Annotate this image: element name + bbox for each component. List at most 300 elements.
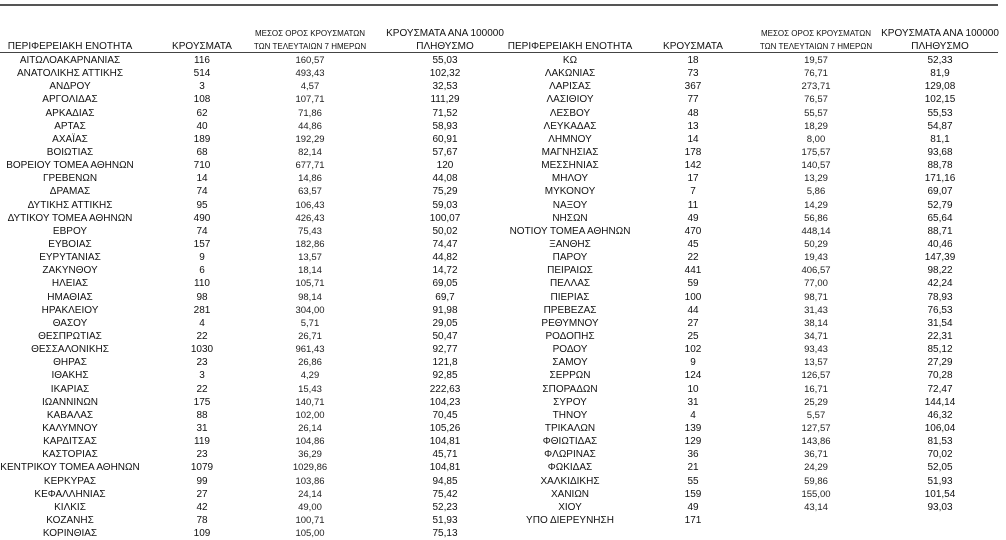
table-row xyxy=(0,93,956,106)
per100k-cell: 69,05 xyxy=(432,278,458,290)
region-cell: ΓΡΕΒΕΝΩΝ xyxy=(42,173,98,185)
region-cell: ΡΕΘΥΜΝΟΥ xyxy=(541,317,599,329)
per100k-cell: 70,45 xyxy=(432,409,458,421)
per100k-cell: 52,33 xyxy=(927,55,953,66)
per100k-cell: 94,85 xyxy=(432,475,458,487)
region-cell: ΣΠΟΡΑΔΩΝ xyxy=(542,383,598,395)
table-row xyxy=(0,146,953,159)
header-underline xyxy=(0,52,998,53)
header-cases-right: ΚΡΟΥΣΜΑΤΑ xyxy=(663,41,723,52)
cases-cell: 139 xyxy=(684,422,702,434)
avg-cell: 77,00 xyxy=(804,278,828,290)
avg-cell: 26,14 xyxy=(298,422,322,434)
table-row xyxy=(0,501,953,514)
per100k-cell: 14,72 xyxy=(432,265,458,277)
cases-cell: 6 xyxy=(199,265,205,277)
region-cell: ΚΟΡΙΝΘΙΑΣ xyxy=(42,528,98,540)
avg-cell: 126,57 xyxy=(801,370,831,382)
cases-cell: 157 xyxy=(193,238,211,250)
table-row xyxy=(0,330,953,343)
region-cell: ΛΕΣΒΟΥ xyxy=(549,107,591,119)
cases-cell: 14 xyxy=(196,173,208,185)
cases-cell: 40 xyxy=(196,120,208,132)
cases-cell: 10 xyxy=(687,383,699,395)
cases-cell: 73 xyxy=(687,68,699,80)
header-per100k-line1: ΚΡΟΥΣΜΑΤΑ ΑΝΑ 100000 xyxy=(386,28,504,39)
header-avg-line2-right: ΤΩΝ ΤΕΛΕΥΤΑΙΩΝ 7 ΗΜΕΡΩΝ xyxy=(759,42,873,51)
cases-cell: 49 xyxy=(687,501,699,513)
avg-cell: 76,57 xyxy=(804,94,828,106)
avg-cell: 143,86 xyxy=(801,436,831,448)
per100k-cell: 74,47 xyxy=(432,238,458,250)
avg-cell: 273,71 xyxy=(801,81,831,93)
region-cell: ΣΑΜΟΥ xyxy=(552,357,588,369)
region-cell: ΘΑΣΟΥ xyxy=(52,317,88,329)
per100k-cell: 105,26 xyxy=(429,422,461,434)
avg-cell: 16,71 xyxy=(804,383,828,395)
region-cell: ΒΟΡΕΙΟΥ ΤΟΜΕΑ ΑΘΗΝΩΝ xyxy=(6,160,134,172)
region-cell: ΙΘΑΚΗΣ xyxy=(51,370,89,382)
cases-cell: 119 xyxy=(194,436,210,448)
region-cell: ΗΛΕΙΑΣ xyxy=(51,278,89,290)
cases-cell: 4 xyxy=(690,409,696,421)
region-cell: ΡΟΔΟΥ xyxy=(552,344,588,356)
region-cell: ΔΡΑΜΑΣ xyxy=(49,186,91,198)
per100k-cell: 93,03 xyxy=(927,501,953,513)
avg-cell: 24,14 xyxy=(298,488,322,500)
region-cell: ΘΕΣΠΡΩΤΙΑΣ xyxy=(38,330,102,342)
table-row xyxy=(0,422,956,435)
region-cell: ΝΗΣΩΝ xyxy=(552,212,588,224)
cases-cell: 95 xyxy=(196,199,208,211)
per100k-cell: 65,64 xyxy=(927,212,953,224)
per100k-cell: 71,52 xyxy=(432,107,458,119)
region-cell: ΜΑΓΝΗΣΙΑΣ xyxy=(541,146,599,158)
region-cell: ΠΕΙΡΑΙΩΣ xyxy=(547,265,593,277)
table-row xyxy=(0,133,950,146)
avg-cell: 426,43 xyxy=(295,212,325,224)
region-cell: ΑΝΑΤΟΛΙΚΗΣ ΑΤΤΙΚΗΣ xyxy=(16,68,124,80)
region-cell: ΝΟΤΙΟΥ ΤΟΜΕΑ ΑΘΗΝΩΝ xyxy=(509,225,631,237)
per100k-cell: 171,16 xyxy=(924,173,956,185)
region-cell: ΠΕΛΛΑΣ xyxy=(549,278,591,290)
region-cell: ΑΝΔΡΟΥ xyxy=(49,81,91,93)
avg-cell: 59,86 xyxy=(804,475,828,487)
region-cell: ΛΗΜΝΟΥ xyxy=(548,133,592,145)
per100k-cell: 32,53 xyxy=(432,81,458,93)
region-cell: ΠΑΡΟΥ xyxy=(552,252,588,264)
right-table-body xyxy=(0,54,956,527)
table-row xyxy=(0,383,953,396)
region-cell: ΗΜΑΘΙΑΣ xyxy=(47,291,93,303)
header-region-right: ΠΕΡΙΦΕΡΕΙΑΚΗ ΕΝΟΤΗΤΑ xyxy=(507,41,633,52)
cases-cell: 48 xyxy=(687,107,699,119)
avg-cell: 13,29 xyxy=(804,173,828,185)
table-row xyxy=(0,356,953,369)
cases-cell: 490 xyxy=(193,212,211,224)
cases-cell: 3 xyxy=(199,370,205,382)
table-row xyxy=(0,185,953,198)
per100k-cell: 93,68 xyxy=(927,146,953,158)
avg-cell: 36,71 xyxy=(804,449,828,461)
region-cell: ΚΕΝΤΡΙΚΟΥ ΤΟΜΕΑ ΑΘΗΝΩΝ xyxy=(0,462,140,474)
per100k-cell: 106,04 xyxy=(924,422,956,434)
table-row xyxy=(0,212,953,225)
table-row xyxy=(0,409,953,422)
per100k-cell: 222,63 xyxy=(429,383,461,395)
per100k-cell: 69,7 xyxy=(435,291,455,303)
avg-cell: 102,00 xyxy=(295,409,325,421)
avg-cell: 36,29 xyxy=(298,449,322,461)
per100k-cell: 91,98 xyxy=(432,304,458,316)
table-row xyxy=(0,120,953,133)
cases-cell: 13 xyxy=(687,120,699,132)
avg-cell: 76,71 xyxy=(804,68,828,80)
avg-cell: 105,71 xyxy=(295,278,325,290)
avg-cell: 98,71 xyxy=(804,291,828,303)
region-cell: ΜΥΚΟΝΟΥ xyxy=(544,186,596,198)
table-row xyxy=(0,264,953,277)
per100k-cell: 70,02 xyxy=(927,449,953,461)
avg-cell: 5,57 xyxy=(806,409,826,421)
region-cell: ΕΥΒΟΙΑΣ xyxy=(48,238,92,250)
cases-cell: 124 xyxy=(684,370,702,382)
per100k-cell: 22,31 xyxy=(927,330,953,342)
cases-cell: 78 xyxy=(196,514,208,526)
per100k-cell: 81,1 xyxy=(930,133,950,145)
avg-cell: 140,57 xyxy=(801,160,831,172)
cases-cell: 42 xyxy=(196,501,208,513)
per100k-cell: 88,71 xyxy=(927,225,953,237)
per100k-cell: 111,29 xyxy=(430,94,460,106)
cases-cell: 1030 xyxy=(190,344,214,356)
cases-cell: 110 xyxy=(194,278,210,290)
avg-cell: 13,57 xyxy=(804,357,828,369)
cases-cell: 88 xyxy=(196,409,208,421)
table-row xyxy=(0,527,503,540)
region-cell: ΤΡΙΚΑΛΩΝ xyxy=(544,422,596,434)
avg-cell: 100,71 xyxy=(295,514,325,526)
avg-cell: 82,14 xyxy=(298,146,322,158)
table-row xyxy=(0,80,956,93)
per100k-cell: 88,78 xyxy=(927,160,953,172)
per100k-cell: 75,42 xyxy=(432,488,458,500)
cases-cell: 129 xyxy=(684,436,702,448)
per100k-cell: 78,93 xyxy=(927,291,953,303)
cases-cell: 11 xyxy=(687,199,699,211)
per100k-cell: 81,9 xyxy=(930,68,950,80)
per100k-cell: 44,82 xyxy=(432,252,458,264)
per100k-cell: 42,24 xyxy=(927,278,953,290)
avg-cell: 192,29 xyxy=(295,133,325,145)
region-cell: ΛΑΣΙΘΙΟΥ xyxy=(546,94,594,106)
cases-cell: 108 xyxy=(193,94,211,106)
avg-cell: 175,57 xyxy=(801,146,831,158)
region-cell: ΤΗΝΟΥ xyxy=(552,409,588,421)
per100k-cell: 60,91 xyxy=(432,133,458,145)
cases-cell: 49 xyxy=(687,212,699,224)
cases-cell: 62 xyxy=(196,107,208,119)
region-cell: ΧΑΛΚΙΔΙΚΗΣ xyxy=(540,475,600,487)
per100k-cell: 54,87 xyxy=(927,120,953,132)
region-cell: ΙΩΑΝΝΙΝΩΝ xyxy=(41,396,99,408)
avg-cell: 93,43 xyxy=(804,344,828,356)
region-cell: ΚΑΣΤΟΡΙΑΣ xyxy=(42,449,98,461)
cases-cell: 9 xyxy=(690,357,696,369)
header-per100k-line2-right: ΠΛΗΘΥΣΜΟ xyxy=(911,41,969,52)
region-cell: ΜΗΛΟΥ xyxy=(551,173,589,185)
region-cell: ΡΟΔΟΠΗΣ xyxy=(545,330,595,342)
per100k-cell: 69,07 xyxy=(927,186,953,198)
per100k-cell: 51,93 xyxy=(927,475,953,487)
per100k-cell: 92,77 xyxy=(432,344,458,356)
cases-cell: 3 xyxy=(199,81,205,93)
region-cell: ΠΙΕΡΙΑΣ xyxy=(550,291,590,303)
cases-cell: 14 xyxy=(687,133,699,145)
avg-cell: 105,00 xyxy=(295,528,325,540)
cases-cell: 98 xyxy=(196,291,208,303)
per100k-cell: 101,54 xyxy=(924,488,956,500)
avg-cell: 98,14 xyxy=(298,291,322,303)
avg-cell: 43,14 xyxy=(804,501,828,513)
region-cell: ΑΡΓΟΛΙΔΑΣ xyxy=(42,94,98,106)
region-cell: ΦΩΚΙΔΑΣ xyxy=(547,462,593,474)
per100k-cell: 129,08 xyxy=(924,81,956,93)
region-cell: ΕΒΡΟΥ xyxy=(52,225,88,237)
per100k-cell: 75,29 xyxy=(432,186,458,198)
cases-cell: 22 xyxy=(687,252,699,264)
region-cell: ΒΟΙΩΤΙΑΣ xyxy=(46,146,94,158)
cases-cell: 55 xyxy=(687,475,699,487)
avg-cell: 34,71 xyxy=(804,330,828,342)
avg-cell: 50,29 xyxy=(804,238,828,250)
region-cell: ΠΡΕΒΕΖΑΣ xyxy=(543,304,597,316)
header-avg-line1-right: ΜΕΣΟΣ ΟΡΟΣ ΚΡΟΥΣΜΑΤΩΝ xyxy=(760,29,872,38)
header-per100k-line2: ΠΛΗΘΥΣΜΟ xyxy=(416,41,474,52)
cases-cell: 281 xyxy=(193,304,211,316)
cases-cell: 25 xyxy=(687,330,699,342)
per100k-cell: 70,28 xyxy=(927,370,953,382)
table-row xyxy=(0,396,956,409)
avg-cell: 63,57 xyxy=(298,186,322,198)
per100k-cell: 55,53 xyxy=(927,107,953,119)
cases-cell: 18 xyxy=(687,55,699,66)
cases-cell: 74 xyxy=(196,186,208,198)
avg-cell: 5,71 xyxy=(300,317,320,329)
avg-cell: 103,86 xyxy=(295,475,325,487)
cases-cell: 102 xyxy=(684,344,702,356)
region-cell: ΛΕΥΚΑΔΑΣ xyxy=(543,120,597,132)
avg-cell: 448,14 xyxy=(801,225,831,237)
region-cell: ΚΟΖΑΝΗΣ xyxy=(46,514,94,526)
table-row xyxy=(0,304,953,317)
region-cell: ΚΕΡΚΥΡΑΣ xyxy=(43,475,97,487)
cases-cell: 31 xyxy=(687,396,699,408)
region-cell: ΦΘΙΩΤΙΔΑΣ xyxy=(542,436,598,448)
cases-cell: 27 xyxy=(687,317,699,329)
per100k-cell: 120 xyxy=(436,160,454,172)
avg-cell: 127,57 xyxy=(801,422,831,434)
avg-cell: 4,57 xyxy=(300,81,320,93)
header-per100k-line1-right: ΚΡΟΥΣΜΑΤΑ ΑΝΑ 100000 xyxy=(881,28,999,39)
region-cell: ΘΗΡΑΣ xyxy=(53,357,87,369)
cases-cell: 17 xyxy=(687,173,699,185)
per100k-cell: 102,15 xyxy=(924,94,956,106)
top-border xyxy=(0,4,998,6)
table-row xyxy=(0,238,953,251)
header-cases: ΚΡΟΥΣΜΑΤΑ xyxy=(172,41,232,52)
cases-cell: 45 xyxy=(687,238,699,250)
per100k-cell: 104,81 xyxy=(429,436,461,448)
per100k-cell: 27,29 xyxy=(927,357,953,369)
cases-cell: 36 xyxy=(687,449,699,461)
cases-cell: 470 xyxy=(684,225,702,237)
avg-cell: 19,57 xyxy=(804,55,828,66)
per100k-cell: 52,79 xyxy=(927,199,953,211)
cases-cell: 4 xyxy=(199,317,205,329)
cases-cell: 175 xyxy=(193,396,211,408)
per100k-cell: 98,22 xyxy=(927,265,953,277)
region-cell: ΑΡΚΑΔΙΑΣ xyxy=(45,107,95,119)
per100k-cell: 104,81 xyxy=(429,462,461,474)
cases-cell: 189 xyxy=(193,133,211,145)
cases-cell: 59 xyxy=(687,278,699,290)
avg-cell: 677,71 xyxy=(295,160,325,172)
avg-cell: 19,43 xyxy=(804,252,828,264)
cases-cell: 171 xyxy=(684,514,702,526)
per100k-cell: 81,53 xyxy=(927,436,953,448)
table-row xyxy=(0,225,953,238)
avg-cell: 71,86 xyxy=(298,107,322,119)
region-cell: ΥΠΟ ΔΙΕΡΕΥΝΗΣΗ xyxy=(526,514,614,526)
region-cell: ΝΑΞΟΥ xyxy=(552,199,588,211)
region-cell: ΦΛΩΡΙΝΑΣ xyxy=(544,449,596,461)
cases-cell: 23 xyxy=(196,449,208,461)
cases-cell: 1079 xyxy=(190,462,214,474)
region-cell: ΔΥΤΙΚΗΣ ΑΤΤΙΚΗΣ xyxy=(27,199,113,211)
cases-cell: 22 xyxy=(196,383,208,395)
avg-cell: 155,00 xyxy=(801,488,831,500)
region-cell: ΚΙΛΚΙΣ xyxy=(54,501,86,513)
header-avg-line1: ΜΕΣΟΣ ΟΡΟΣ ΚΡΟΥΣΜΑΤΩΝ xyxy=(254,29,366,38)
per100k-cell: 44,08 xyxy=(432,173,458,185)
avg-cell: 160,57 xyxy=(295,55,325,66)
table-row xyxy=(0,488,956,501)
region-cell: ΔΥΤΙΚΟΥ ΤΟΜΕΑ ΑΘΗΝΩΝ xyxy=(7,212,133,224)
avg-cell: 8,00 xyxy=(806,133,826,145)
cases-cell: 109 xyxy=(193,528,211,540)
region-cell: ΑΙΤΩΛΟΑΚΑΡΝΑΝΙΑΣ xyxy=(19,55,121,66)
region-cell: ΑΧΑΪΑΣ xyxy=(52,133,88,145)
region-cell: ΧΙΟΥ xyxy=(558,501,582,513)
per100k-cell: 50,47 xyxy=(432,330,458,342)
region-cell: ΞΑΝΘΗΣ xyxy=(549,238,591,250)
per100k-cell: 45,71 xyxy=(432,449,458,461)
avg-cell: 406,57 xyxy=(801,265,831,277)
avg-cell: 1029,86 xyxy=(292,462,328,474)
per100k-cell: 52,05 xyxy=(927,462,953,474)
avg-cell: 26,86 xyxy=(298,357,322,369)
cases-cell: 159 xyxy=(684,488,702,500)
region-cell: ΗΡΑΚΛΕΙΟΥ xyxy=(41,304,99,316)
table-row xyxy=(0,172,956,185)
avg-cell: 5,86 xyxy=(806,186,826,198)
avg-cell: 26,71 xyxy=(298,330,322,342)
cases-cell: 514 xyxy=(193,68,211,80)
cases-cell: 44 xyxy=(687,304,699,316)
region-cell: ΚΕΦΑΛΛΗΝΙΑΣ xyxy=(34,488,106,500)
per100k-cell: 46,32 xyxy=(927,409,953,421)
avg-cell: 304,00 xyxy=(295,304,325,316)
region-cell: ΘΕΣΣΑΛΟΝΙΚΗΣ xyxy=(31,344,109,356)
avg-cell: 182,86 xyxy=(295,238,325,250)
table-row xyxy=(0,448,953,461)
per100k-cell: 59,03 xyxy=(432,199,458,211)
avg-cell: 13,57 xyxy=(298,252,322,264)
region-cell: ΚΑΒΑΛΑΣ xyxy=(46,409,94,421)
per100k-cell: 102,32 xyxy=(429,68,461,80)
cases-cell: 100 xyxy=(684,291,702,303)
per100k-cell: 55,03 xyxy=(432,55,458,66)
avg-cell: 15,43 xyxy=(298,383,322,395)
cases-cell: 21 xyxy=(687,462,699,474)
table-row xyxy=(0,54,953,67)
cases-cell: 367 xyxy=(684,81,702,93)
cases-cell: 142 xyxy=(684,160,702,172)
avg-cell: 38,14 xyxy=(804,317,828,329)
avg-cell: 31,43 xyxy=(804,304,828,316)
per100k-cell: 72,47 xyxy=(927,383,953,395)
cases-cell: 74 xyxy=(196,225,208,237)
table-row xyxy=(0,291,953,304)
per100k-cell: 57,67 xyxy=(432,146,458,158)
per100k-cell: 76,53 xyxy=(927,304,953,316)
cases-cell: 68 xyxy=(196,146,208,158)
per100k-cell: 51,93 xyxy=(432,514,458,526)
per100k-cell: 31,54 xyxy=(927,317,953,329)
per100k-cell: 144,14 xyxy=(924,396,956,408)
cases-cell: 7 xyxy=(690,186,696,198)
table-row xyxy=(0,343,953,356)
per100k-cell: 75,13 xyxy=(432,528,458,540)
header-region: ΠΕΡΙΦΕΡΕΙΑΚΗ ΕΝΟΤΗΤΑ xyxy=(7,41,133,52)
avg-cell: 140,71 xyxy=(295,396,325,408)
per100k-cell: 92,85 xyxy=(432,370,458,382)
avg-cell: 49,00 xyxy=(298,501,322,513)
per100k-cell: 50,02 xyxy=(432,225,458,237)
per100k-cell: 40,46 xyxy=(927,238,953,250)
per100k-cell: 100,07 xyxy=(429,212,461,224)
avg-cell: 55,57 xyxy=(804,107,828,119)
cases-cell: 116 xyxy=(194,55,210,66)
per100k-cell: 58,93 xyxy=(432,120,458,132)
region-cell: ΛΑΚΩΝΙΑΣ xyxy=(544,68,596,80)
cases-cell: 31 xyxy=(196,422,208,434)
cases-cell: 99 xyxy=(196,475,208,487)
region-cell: ΜΕΣΣΗΝΙΑΣ xyxy=(541,160,599,172)
region-cell: ΖΑΚΥΝΘΟΥ xyxy=(42,265,98,277)
cases-cell: 77 xyxy=(687,94,699,106)
region-cell: ΣΕΡΡΩΝ xyxy=(549,370,591,382)
region-cell: ΚΑΛΥΜΝΟΥ xyxy=(42,422,98,434)
region-cell: ΚΩ xyxy=(562,55,578,66)
avg-cell: 14,29 xyxy=(804,199,828,211)
cases-cell: 441 xyxy=(684,265,702,277)
avg-cell: 24,29 xyxy=(804,462,828,474)
per100k-cell: 52,23 xyxy=(432,501,458,513)
region-cell: ΣΥΡΟΥ xyxy=(553,396,587,408)
cases-cell: 178 xyxy=(684,146,702,158)
